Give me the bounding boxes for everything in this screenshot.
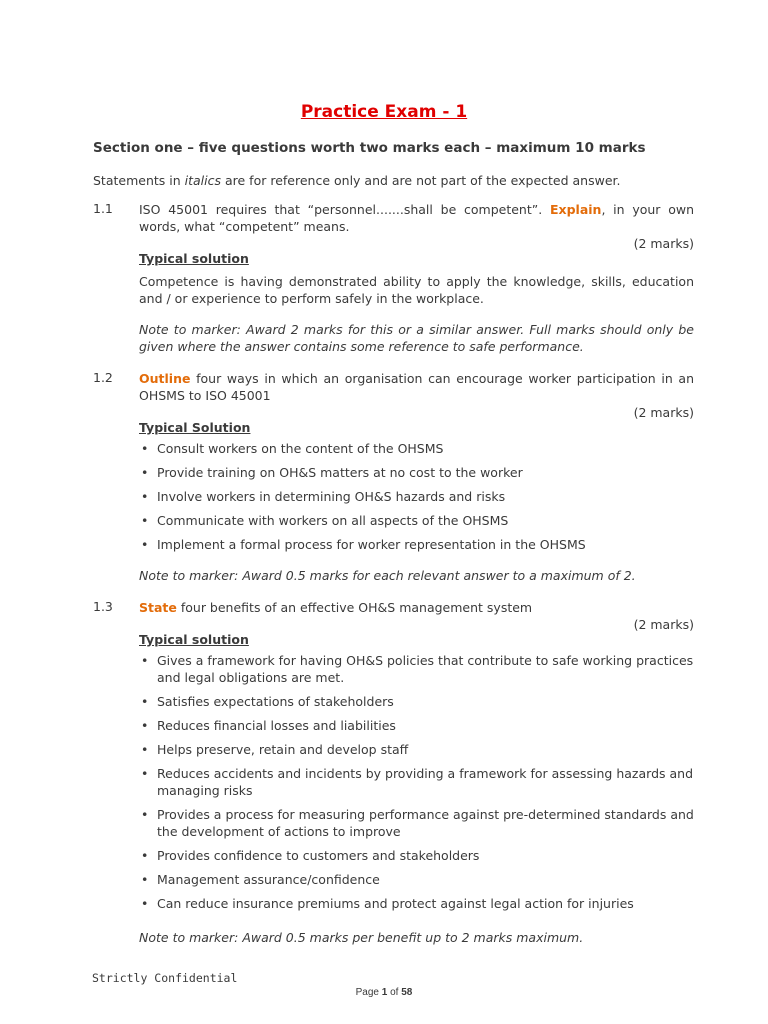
marker-note: Note to marker: Award 0.5 marks for each relevant answer to a maximum of 2. (139, 568, 636, 583)
list-item: • Reduces financial losses and liabilities (139, 717, 694, 734)
list-item: • Involve workers in determining OH&S hazards and risks (139, 488, 694, 505)
page-of: of (387, 987, 402, 998)
question-1-3 (93, 599, 694, 946)
page-label: Page (355, 987, 382, 998)
question-number: 1.3 (93, 599, 113, 614)
list-item: • Reduces accidents and incidents by providing a framework for assessing hazards and managing risks (139, 765, 694, 799)
solution-heading: Typical Solution (139, 420, 251, 435)
list-item: • Satisfies expectations of stakeholders (139, 693, 694, 710)
intro-text-before: Statements in (93, 173, 185, 188)
question-text-after: , in your own words, what “competent” means. (139, 202, 694, 234)
question-1-1 (93, 201, 694, 355)
list-item: • Provides a process for measuring performance against pre-determined standards and the development of actions to improve (139, 806, 694, 840)
list-item: • Provide training on OH&S matters at no cost to the worker (139, 464, 694, 481)
question-text (139, 370, 694, 404)
list-item: • Provides confidence to customers and stakeholders (139, 847, 694, 864)
page-total: 58 (401, 987, 413, 998)
page-number-footer (0, 987, 768, 998)
list-item: • Management assurance/confidence (139, 871, 694, 888)
page-current: 1 (381, 987, 388, 998)
question-marks: (2 marks) (633, 617, 694, 632)
marker-note: Note to marker: Award 0.5 marks per benefit up to 2 marks maximum. (139, 930, 584, 945)
question-text-after: four benefits of an effective OH&S management system (176, 600, 533, 615)
list-item: • Can reduce insurance premiums and protect against legal action for injuries (139, 895, 694, 912)
list-item: • Consult workers on the content of the OHSMS (139, 440, 694, 457)
question-text (139, 599, 694, 616)
question-text (139, 201, 694, 235)
question-keyword: State (139, 600, 177, 615)
page-title: Practice Exam - 1 (300, 102, 468, 122)
solution-list (139, 440, 694, 553)
question-text-before: ISO 45001 requires that “personnel.......shall be competent”. (139, 202, 550, 217)
solution-text: Competence is having demonstrated ability to apply the knowledge, skills, education and / or experience to perform safely in the workplace. (139, 274, 694, 306)
list-item: • Helps preserve, retain and develop staff (139, 741, 694, 758)
list-item: • Implement a formal process for worker representation in the OHSMS (139, 536, 694, 553)
intro-text-after: are for reference only and are not part of the expected answer. (221, 173, 621, 188)
list-item: • Communicate with workers on all aspects of the OHSMS (139, 512, 694, 529)
question-keyword: Outline (139, 371, 191, 386)
solution-list (139, 652, 694, 912)
question-number: 1.2 (93, 370, 113, 385)
question-marks: (2 marks) (633, 236, 694, 251)
solution-heading: Typical solution (139, 251, 249, 266)
solution-heading: Typical solution (139, 632, 249, 647)
intro-italic-word: italics (184, 173, 222, 188)
question-keyword: Explain (549, 202, 602, 217)
list-item: • Gives a framework for having OH&S policies that contribute to safe working practices and legal obligations are met. (139, 652, 694, 686)
question-number: 1.1 (93, 201, 113, 216)
marker-note: Note to marker: Award 2 marks for this or a similar answer. Full marks should only be given where the answer contains some reference to safe performance. (139, 322, 694, 354)
section-heading: Section one – five questions worth two marks each – maximum 10 marks (93, 140, 646, 156)
question-text-after: four ways in which an organisation can encourage worker participation in an OHSMS to ISO 45001 (139, 371, 694, 403)
question-marks: (2 marks) (633, 405, 694, 420)
question-1-2 (93, 370, 694, 584)
intro-statement (93, 173, 621, 188)
confidential-footer: Strictly Confidential (92, 971, 238, 985)
